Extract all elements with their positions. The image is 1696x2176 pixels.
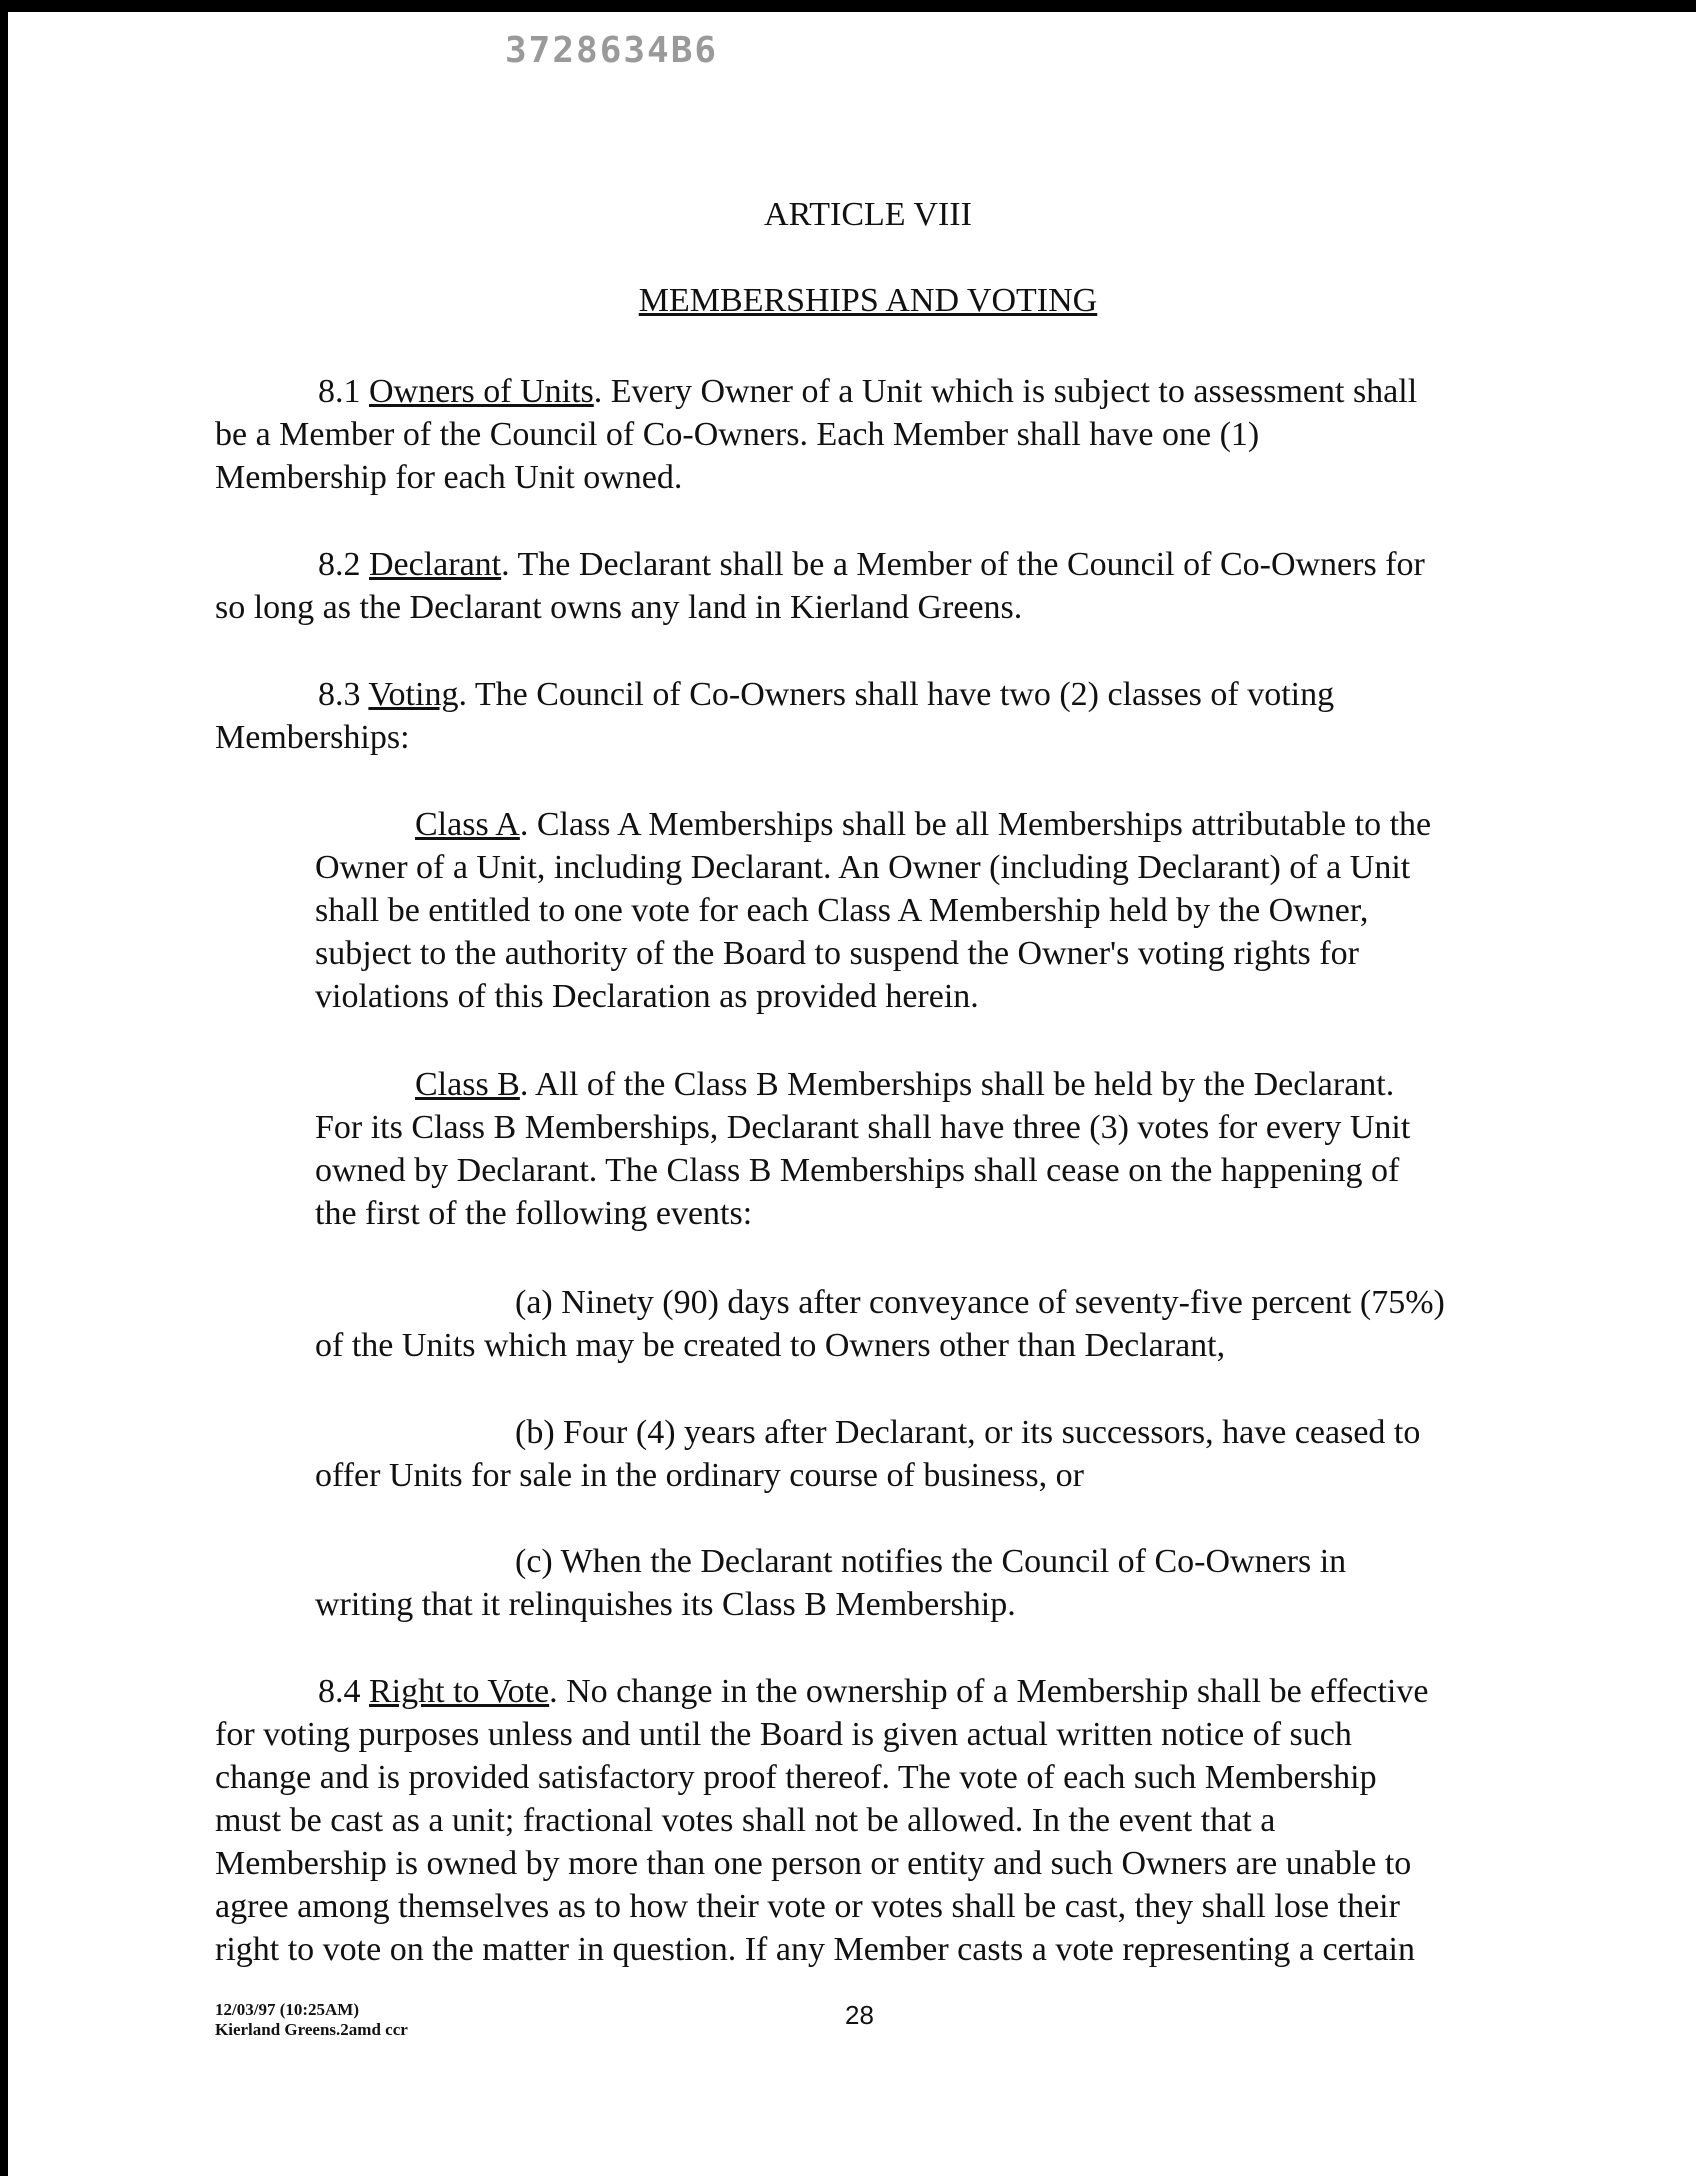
class-a-text: . Class A Memberships shall be all Memberships attributable to the <box>519 806 1432 843</box>
class-a-line-1 <box>315 803 1515 846</box>
section-8-4-line-7: right to vote on the matter in question. If any Member casts a vote representing a certain <box>215 1931 1415 1968</box>
event-a <box>315 1281 1515 1367</box>
section-8-4-line-1 <box>215 1670 1525 1713</box>
class-a-line-4: subject to the authority of the Board to suspend the Owner's voting rights for <box>315 935 1359 972</box>
section-heading: Declarant <box>369 546 502 583</box>
event-c <box>315 1540 1515 1626</box>
section-heading: Voting <box>368 676 459 713</box>
class-b-heading: Class B <box>415 1066 520 1103</box>
event-b <box>315 1411 1515 1497</box>
section-8-4-line-5: Membership is owned by more than one person or entity and such Owners are unable to <box>215 1845 1412 1882</box>
section-text: . Every Owner of a Unit which is subject to assessment shall <box>593 373 1418 410</box>
section-8-4-line-2: for voting purposes unless and until the Board is given actual written notice of such <box>215 1716 1352 1753</box>
section-8-4 <box>215 1670 1525 1971</box>
section-number: 8.4 <box>318 1673 361 1710</box>
footer-date: 12/03/97 (10:25AM) <box>215 2000 360 2019</box>
section-8-3-line-2: Memberships: <box>215 719 410 756</box>
section-text: . The Council of Co-Owners shall have two (2) classes of voting <box>458 676 1335 713</box>
class-b-line-1 <box>315 1063 1515 1106</box>
section-8-1-line-1 <box>215 370 1515 413</box>
document-stamp-number: 3728634B6 <box>505 30 719 71</box>
section-8-2-line-1 <box>215 543 1515 586</box>
footer-file-name: Kierland Greens.2amd ccr <box>215 2020 408 2039</box>
section-8-3-line-1 <box>215 673 1515 716</box>
class-a-line-5: violations of this Declaration as provided herein. <box>315 978 979 1015</box>
scan-border-top <box>0 0 1696 12</box>
class-b-text: . All of the Class B Memberships shall be held by the Declarant. <box>519 1066 1395 1103</box>
section-8-1-line-3: Membership for each Unit owned. <box>215 459 683 496</box>
section-number: 8.2 <box>318 546 361 583</box>
class-a-line-3: shall be entitled to one vote for each Class A Membership held by the Owner, <box>315 892 1369 929</box>
section-8-1-line-2: be a Member of the Council of Co-Owners. Each Member shall have one (1) <box>215 416 1260 453</box>
section-8-1 <box>215 370 1515 499</box>
scan-border-left <box>0 0 8 2176</box>
event-a-line-2: of the Units which may be created to Owners other than Declarant, <box>315 1327 1226 1364</box>
section-number: 8.3 <box>318 676 361 713</box>
class-b-line-4: the first of the following events: <box>315 1195 753 1232</box>
section-8-3 <box>215 673 1515 759</box>
class-b-line-2: For its Class B Memberships, Declarant shall have three (3) votes for every Unit <box>315 1109 1411 1146</box>
section-heading: Owners of Units <box>369 373 594 410</box>
event-b-line-1: (b) Four (4) years after Declarant, or its successors, have ceased to <box>515 1414 1421 1451</box>
event-c-line-2: writing that it relinquishes its Class B Membership. <box>315 1586 1016 1623</box>
section-text: . The Declarant shall be a Member of the Council of Co-Owners for <box>501 546 1425 583</box>
class-a-paragraph <box>315 803 1515 1018</box>
section-8-4-line-4: must be cast as a unit; fractional votes shall not be allowed. In the event that a <box>215 1802 1276 1839</box>
page-number: 28 <box>845 2000 874 2030</box>
footer-info <box>215 2000 408 2040</box>
class-b-line-3: owned by Declarant. The Class B Memberships shall cease on the happening of <box>315 1152 1400 1189</box>
event-a-line-1: (a) Ninety (90) days after conveyance of seventy-five percent (75%) <box>515 1284 1445 1321</box>
section-8-2-line-2: so long as the Declarant owns any land in Kierland Greens. <box>215 589 1023 626</box>
section-8-4-line-6: agree among themselves as to how their vote or votes shall be cast, they shall lose their <box>215 1888 1400 1925</box>
article-title: ARTICLE VIII <box>764 196 972 233</box>
section-8-2 <box>215 543 1515 629</box>
section-8-4-line-3: change and is provided satisfactory proof thereof. The vote of each such Membership <box>215 1759 1377 1796</box>
section-number: 8.1 <box>318 373 361 410</box>
class-a-line-2: Owner of a Unit, including Declarant. An Owner (including Declarant) of a Unit <box>315 849 1411 886</box>
section-heading: Right to Vote <box>369 1673 550 1710</box>
article-subtitle: MEMBERSHIPS AND VOTING <box>638 282 1098 319</box>
class-a-heading: Class A <box>415 806 520 843</box>
event-c-line-1: (c) When the Declarant notifies the Council of Co-Owners in <box>515 1543 1347 1580</box>
event-b-line-2: offer Units for sale in the ordinary course of business, or <box>315 1457 1084 1494</box>
section-text: . No change in the ownership of a Membership shall be effective <box>549 1673 1429 1710</box>
class-b-paragraph <box>315 1063 1515 1235</box>
